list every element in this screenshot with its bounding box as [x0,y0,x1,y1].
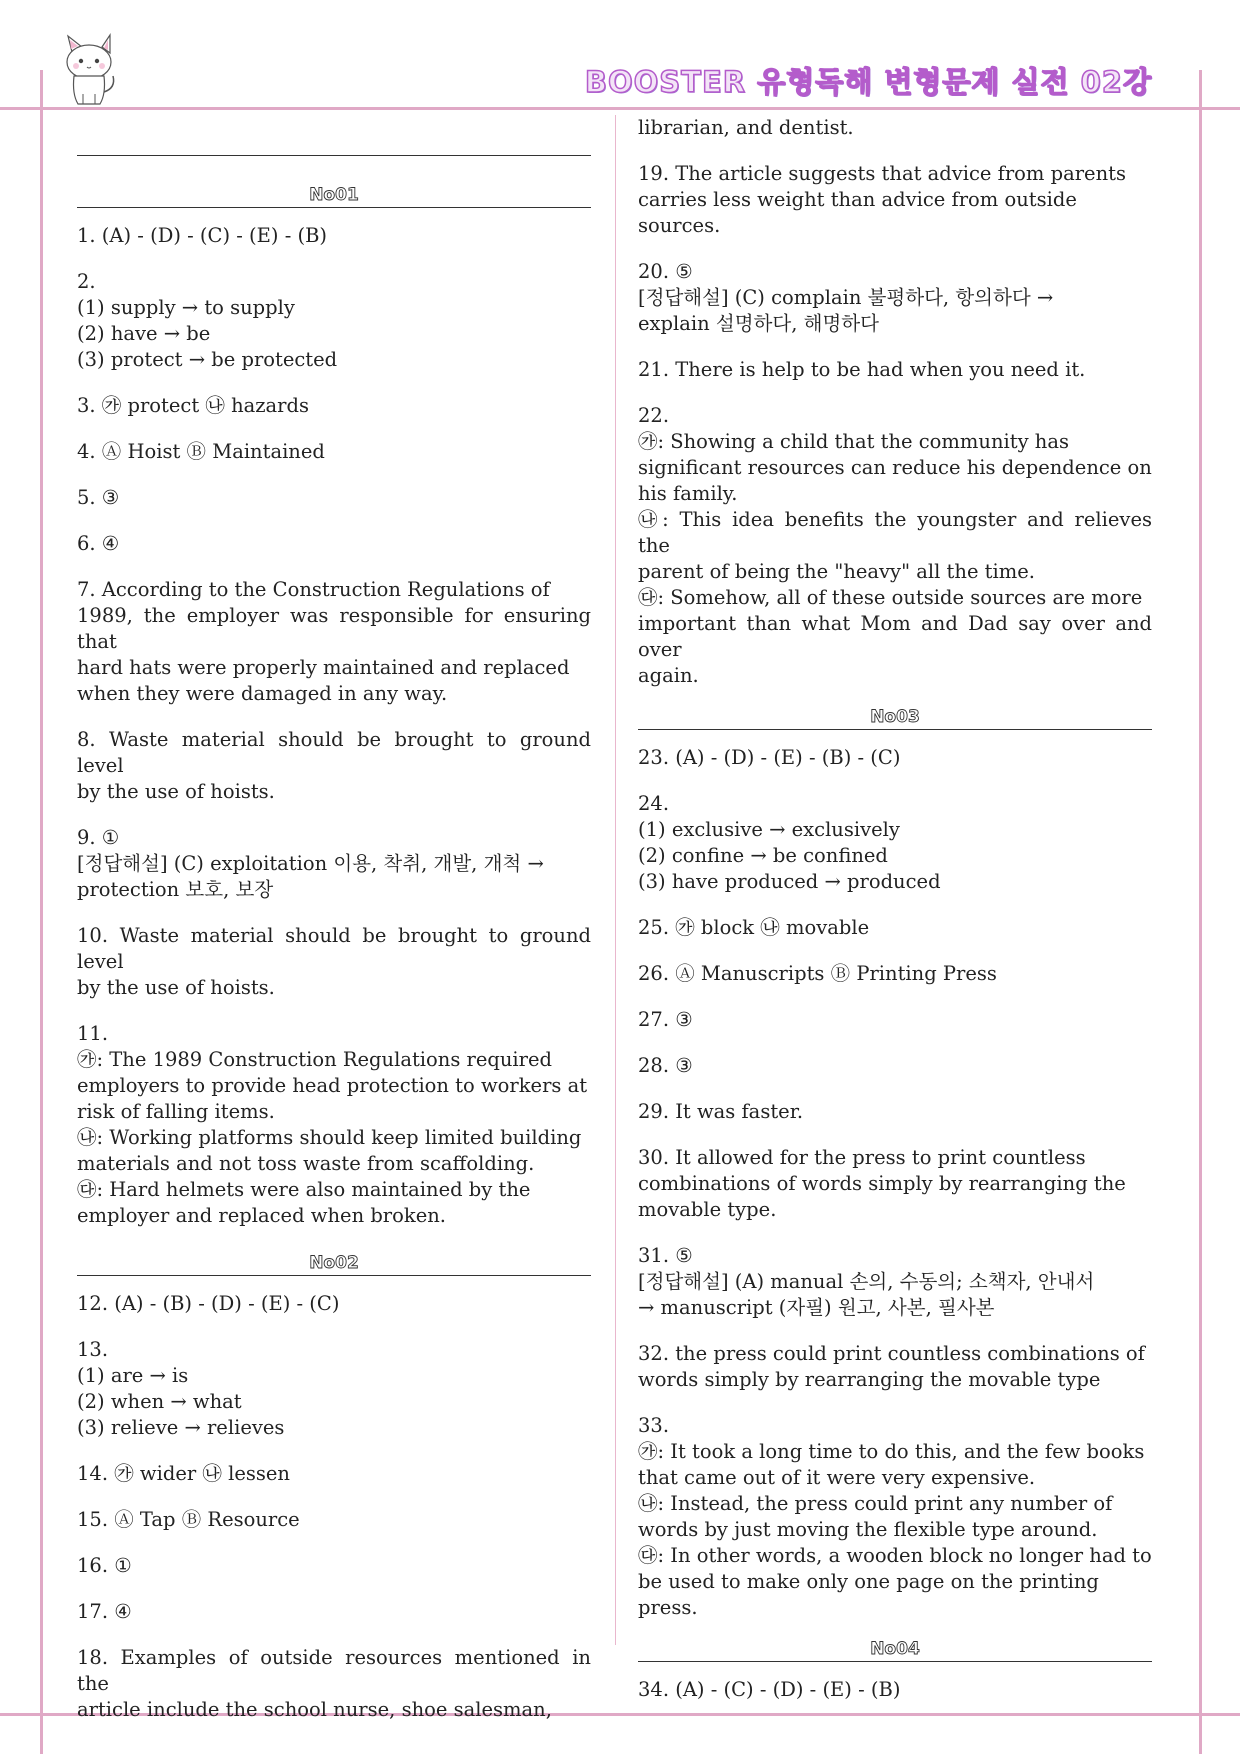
answer-line: ㉮: The 1989 Construction Regulations required [77,1048,553,1071]
answer-item [77,1645,591,1723]
answer-line: 20. ⑤ [638,260,693,283]
answer-line: (1) exclusive → exclusively [638,818,900,841]
section-heading-label: No03 [870,707,920,727]
answer-line: 7. According to the Construction Regulations of [77,578,550,601]
header-rule [0,107,1240,110]
answer-line: movable type. [638,1198,777,1221]
answer-item [77,1553,591,1579]
answer-item [77,1461,591,1487]
answer-line: again. [638,664,699,687]
answer-item [77,1507,591,1533]
answer-line: (3) have produced → produced [638,870,941,893]
answer-line: 14. ㉮ wider ㉯ lessen [77,1462,290,1485]
answer-item [638,1053,1152,1079]
answer-line: 26. Ⓐ Manuscripts Ⓑ Printing Press [638,962,997,985]
answer-line: press. [638,1596,698,1619]
answer-line: 21. There is help to be had when you need it. [638,358,1086,381]
answer-line: that came out of it were very expensive. [638,1466,1036,1489]
answer-line: (1) supply → to supply [77,296,295,319]
answer-line: ㉰: Hard helmets were also maintained by the [77,1178,531,1201]
answer-line: important than what Mom and Dad say over and over [638,612,1152,661]
left-margin-rule [40,70,43,1754]
answer-item [638,745,1152,771]
section-heading-label: No04 [870,1639,920,1659]
answer-line: → manuscript (자필) 원고, 사본, 필사본 [638,1296,995,1319]
answer-line: ㉯: Instead, the press could print any number of [638,1492,1113,1515]
answer-line: when they were damaged in any way. [77,682,448,705]
answer-line: materials and not toss waste from scaffolding. [77,1152,535,1175]
cat-mascot-icon [58,32,120,107]
answer-item [77,485,591,511]
answer-line: protection 보호, 보장 [77,878,274,901]
answer-line: ㉯: Working platforms should keep limited building [77,1126,582,1149]
answer-line: librarian, and dentist. [638,116,854,139]
answer-line: (2) confine → be confined [638,844,888,867]
answer-line: [정답해설] (A) manual 손의, 수동의; 소책자, 안내서 [638,1270,1095,1293]
answer-item [77,531,591,557]
answer-line: 27. ③ [638,1008,693,1031]
answer-item [77,1291,591,1317]
answer-item [77,223,591,249]
right-margin-rule [1199,70,1202,1754]
answer-line: 9. ① [77,826,120,849]
answer-line: 34. (A) - (C) - (D) - (E) - (B) [638,1678,901,1701]
section-heading-label: No01 [309,185,359,205]
answer-item [77,1337,591,1441]
answer-line: [정답해설] (C) complain 불평하다, 항의하다 → [638,286,1054,309]
answer-line: ㉮: It took a long time to do this, and the few books [638,1440,1145,1463]
answer-item [638,961,1152,987]
answer-line: ㉰: In other words, a wooden block no longer had to [638,1544,1152,1567]
answer-line: 18. Examples of outside resources mentioned in the [77,1646,591,1695]
answer-item [77,577,591,707]
answer-item [638,1413,1152,1621]
answer-item [638,1243,1152,1321]
answer-line: risk of falling items. [77,1100,275,1123]
answer-line: (3) protect → be protected [77,348,338,371]
answer-line: 4. Ⓐ Hoist Ⓑ Maintained [77,440,325,463]
answer-line: (1) are → is [77,1364,189,1387]
answer-line: 23. (A) - (D) - (E) - (B) - (C) [638,746,901,769]
answer-item [638,1099,1152,1125]
answer-line: 1989, the employer was responsible for ensuring that [77,604,591,653]
top-rule [77,155,591,156]
answer-line: 1. (A) - (D) - (C) - (E) - (B) [77,224,328,247]
answer-line: carries less weight than advice from outside sources. [638,188,1077,237]
answer-line: explain 설명하다, 해명하다 [638,312,879,335]
answer-line: ㉮: Showing a child that the community has [638,430,1069,453]
answer-line: 10. Waste material should be brought to ground level [77,924,591,973]
left-column [77,115,591,1743]
answer-item [77,1599,591,1625]
section-heading [638,1641,1152,1662]
answer-line: article include the school nurse, shoe salesman, [77,1698,552,1721]
answer-item [638,1341,1152,1393]
answer-line: employers to provide head protection to workers at [77,1074,588,1097]
answer-item [77,1021,591,1229]
answer-item [638,915,1152,941]
answer-line: hard hats were properly maintained and replaced [77,656,570,679]
answer-line: parent of being the "heavy" all the time. [638,560,1035,583]
answer-line: 17. ④ [77,1600,132,1623]
answer-item [638,403,1152,689]
answer-line: by the use of hoists. [77,976,275,999]
answer-line: employer and replaced when broken. [77,1204,446,1227]
answer-line: ㉯: This idea benefits the youngster and relieves the [638,508,1152,557]
answer-line: 19. The article suggests that advice from parents [638,162,1126,185]
answer-line: [정답해설] (C) exploitation 이용, 착취, 개발, 개척 → [77,852,544,875]
answer-item [638,1007,1152,1033]
answer-line: 12. (A) - (B) - (D) - (E) - (C) [77,1292,340,1315]
answer-line: 15. Ⓐ Tap Ⓑ Resource [77,1508,300,1531]
answer-line: (2) when → what [77,1390,242,1413]
answer-item [77,923,591,1001]
answer-item [77,727,591,805]
answer-item [638,1145,1152,1223]
answer-line: 31. ⑤ [638,1244,693,1267]
answer-item [638,357,1152,383]
answer-line: 29. It was faster. [638,1100,804,1123]
answer-line: 32. the press could print countless combinations of [638,1342,1145,1365]
answer-item [77,393,591,419]
answer-item [638,115,1152,141]
answer-line: 28. ③ [638,1054,693,1077]
answer-item [638,791,1152,895]
answer-line: be used to make only one page on the printing [638,1570,1099,1593]
section-heading [77,1255,591,1276]
answer-item [638,259,1152,337]
answer-item [638,1677,1152,1703]
answer-line: ㉰: Somehow, all of these outside sources are more [638,586,1143,609]
answer-line: 5. ③ [77,486,120,509]
answer-line: combinations of words simply by rearranging the [638,1172,1126,1195]
answer-line: by the use of hoists. [77,780,275,803]
answer-line: 25. ㉮ block ㉯ movable [638,916,870,939]
section-heading [77,187,591,208]
answer-line: 3. ㉮ protect ㉯ hazards [77,394,309,417]
answer-line: 13. [77,1338,109,1361]
answer-line: 6. ④ [77,532,120,555]
section-heading [638,709,1152,730]
answer-line: 33. [638,1414,670,1437]
answer-line: 8. Waste material should be brought to ground level [77,728,591,777]
answer-line: 16. ① [77,1554,132,1577]
answer-item [77,825,591,903]
answer-line: (3) relieve → relieves [77,1416,285,1439]
answer-line: his family. [638,482,738,505]
answer-line: 30. It allowed for the press to print countless [638,1146,1086,1169]
answer-line: 11. [77,1022,109,1045]
answer-line: 24. [638,792,670,815]
answer-line: words by just moving the flexible type around. [638,1518,1098,1541]
answer-line: words simply by rearranging the movable type [638,1368,1101,1391]
answer-item [638,161,1152,239]
answer-line: 22. [638,404,670,427]
answer-item [77,439,591,465]
answer-item [77,269,591,373]
answer-line: (2) have → be [77,322,211,345]
page-title: BOOSTER 유형독해 변형문제 실전 02강 [584,65,1152,99]
answer-line: significant resources can reduce his dependence on [638,456,1152,479]
answer-line: 2. [77,270,96,293]
section-heading-label: No02 [309,1253,359,1273]
column-divider [615,115,616,1645]
right-column [638,115,1152,1723]
